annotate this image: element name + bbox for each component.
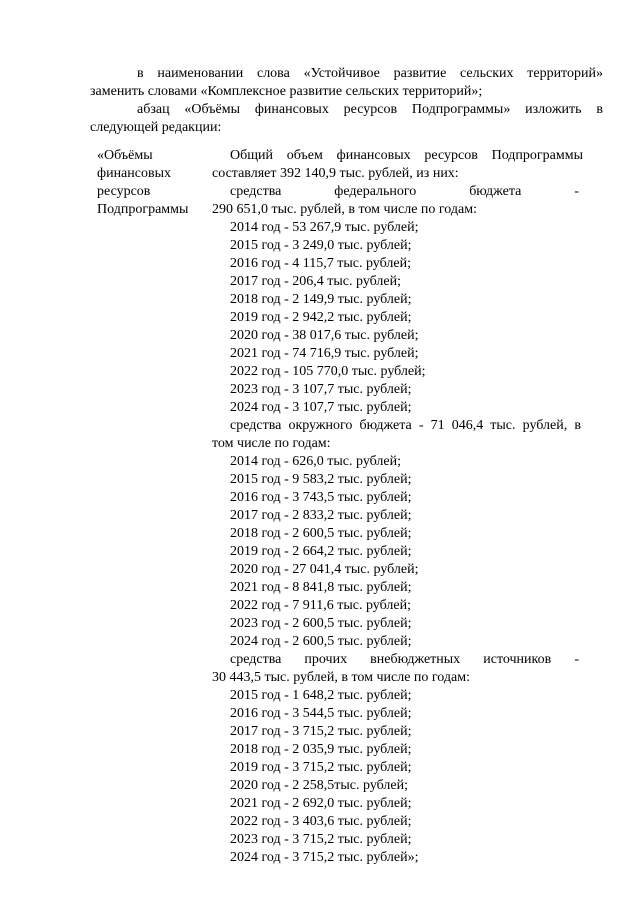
word: внебюджетных — [370, 652, 461, 667]
district-year-2018: 2018 год - 2 600,5 тыс. рублей; — [230, 526, 412, 541]
word: ресурсов — [343, 102, 398, 117]
federal-year-2024: 2024 год - 3 107,7 тыс. рублей; — [230, 400, 412, 415]
left-label-line-2: финансовых — [97, 166, 171, 181]
federal-year-2020: 2020 год - 38 017,6 тыс. рублей; — [230, 328, 419, 343]
other-year-2017: 2017 год - 3 715,2 тыс. рублей; — [230, 724, 412, 739]
word: - — [418, 418, 424, 433]
intro-line-1 — [137, 66, 603, 82]
other-head — [230, 652, 579, 668]
word: изложить — [525, 102, 582, 117]
intro-line-3 — [137, 102, 603, 118]
district-year-2016: 2016 год - 3 743,5 тыс. рублей; — [230, 490, 412, 505]
federal-year-2014: 2014 год - 53 267,9 тыс. рублей; — [230, 220, 419, 235]
district-year-2014: 2014 год - 626,0 тыс. рублей; — [230, 454, 402, 469]
word: финансовых — [336, 148, 411, 163]
other-year-2021: 2021 год - 2 692,0 тыс. рублей; — [230, 796, 412, 811]
federal-year-2017: 2017 год - 206,4 тыс. рублей; — [230, 274, 402, 289]
district-year-2021: 2021 год - 8 841,8 тыс. рублей; — [230, 580, 412, 595]
other-year-2024: 2024 год - 3 715,2 тыс. рублей»; — [230, 850, 419, 865]
word: бюджета — [359, 418, 412, 433]
word: в — [596, 102, 603, 117]
word: средства — [230, 184, 282, 199]
district-year-2015: 2015 год - 9 583,2 тыс. рублей; — [230, 472, 412, 487]
federal-year-2016: 2016 год - 4 115,7 тыс. рублей; — [230, 256, 411, 271]
word: средства — [230, 652, 282, 667]
other-year-2022: 2022 год - 3 403,6 тыс. рублей; — [230, 814, 412, 829]
federal-line-2: 290 651,0 тыс. рублей, в том числе по годам: — [212, 202, 477, 217]
word: источников — [483, 652, 552, 667]
word: слова — [256, 66, 290, 81]
district-year-2019: 2019 год - 2 664,2 тыс. рублей; — [230, 544, 412, 559]
word: «Устойчивое — [303, 66, 380, 81]
left-label-line-4: Подпрограммы — [97, 202, 189, 217]
word: 71 — [430, 418, 445, 433]
left-label-line-1: «Объёмы — [97, 148, 153, 163]
word: 046,4 — [451, 418, 484, 433]
intro-line-4: следующей редакции: — [90, 120, 222, 135]
other-year-2018: 2018 год - 2 035,9 тыс. рублей; — [230, 742, 412, 757]
word: ресурсов — [424, 148, 478, 163]
word: прочих — [304, 652, 348, 667]
federal-head — [230, 184, 579, 200]
word: в — [137, 66, 144, 81]
other-year-2016: 2016 год - 3 544,5 тыс. рублей; — [230, 706, 412, 721]
federal-year-2022: 2022 год - 105 770,0 тыс. рублей; — [230, 364, 426, 379]
word: - — [574, 184, 579, 199]
word: объем — [286, 148, 323, 163]
district-year-2017: 2017 год - 2 833,2 тыс. рублей; — [230, 508, 412, 523]
district-year-2022: 2022 год - 7 911,6 тыс. рублей; — [230, 598, 411, 613]
district-year-2024: 2024 год - 2 600,5 тыс. рублей; — [230, 634, 412, 649]
other-year-2023: 2023 год - 3 715,2 тыс. рублей; — [230, 832, 412, 847]
word: развитие — [393, 66, 447, 81]
federal-year-2015: 2015 год - 3 249,0 тыс. рублей; — [230, 238, 412, 253]
other-year-2015: 2015 год - 1 648,2 тыс. рублей; — [230, 688, 412, 703]
intro-text — [137, 66, 603, 82]
word: Подпрограммы» — [411, 102, 511, 117]
word: финансовых — [254, 102, 329, 117]
district-year-2020: 2020 год - 27 041,4 тыс. рублей; — [230, 562, 419, 577]
district-year-2023: 2023 год - 2 600,5 тыс. рублей; — [230, 616, 412, 631]
word: средства — [230, 418, 282, 433]
word: абзац — [137, 102, 170, 117]
federal-year-2019: 2019 год - 2 942,2 тыс. рублей; — [230, 310, 412, 325]
word: территорий» — [527, 66, 603, 81]
other-year-2020: 2020 год - 2 258,5тыс. рублей; — [230, 778, 409, 793]
word: Подпрограммы — [491, 148, 583, 163]
other-line-2: 30 443,5 тыс. рублей, в том числе по годам: — [212, 670, 470, 685]
word: Общий — [230, 148, 273, 163]
word: наименовании — [157, 66, 244, 81]
other-year-2019: 2019 год - 3 715,2 тыс. рублей; — [230, 760, 412, 775]
district-head — [230, 418, 581, 434]
word: рублей, — [522, 418, 568, 433]
word: «Объёмы — [184, 102, 241, 117]
federal-year-2023: 2023 год - 3 107,7 тыс. рублей; — [230, 382, 412, 397]
left-label-line-3: ресурсов — [97, 184, 151, 199]
federal-year-2018: 2018 год - 2 149,9 тыс. рублей; — [230, 292, 412, 307]
word: тыс. — [490, 418, 516, 433]
total-line-2: составляет 392 140,9 тыс. рублей, из них: — [212, 166, 459, 181]
word: - — [574, 652, 579, 667]
word: федерального — [334, 184, 417, 199]
word: сельских — [460, 66, 514, 81]
word: окружного — [288, 418, 353, 433]
federal-year-2021: 2021 год - 74 716,9 тыс. рублей; — [230, 346, 419, 361]
intro-line-2: заменить словами «Комплексное развитие сельских территорий»; — [90, 84, 483, 99]
total-line-1 — [230, 148, 583, 164]
word: в — [574, 418, 581, 433]
district-line-2: том числе по годам: — [212, 436, 331, 451]
word: бюджета — [469, 184, 522, 199]
